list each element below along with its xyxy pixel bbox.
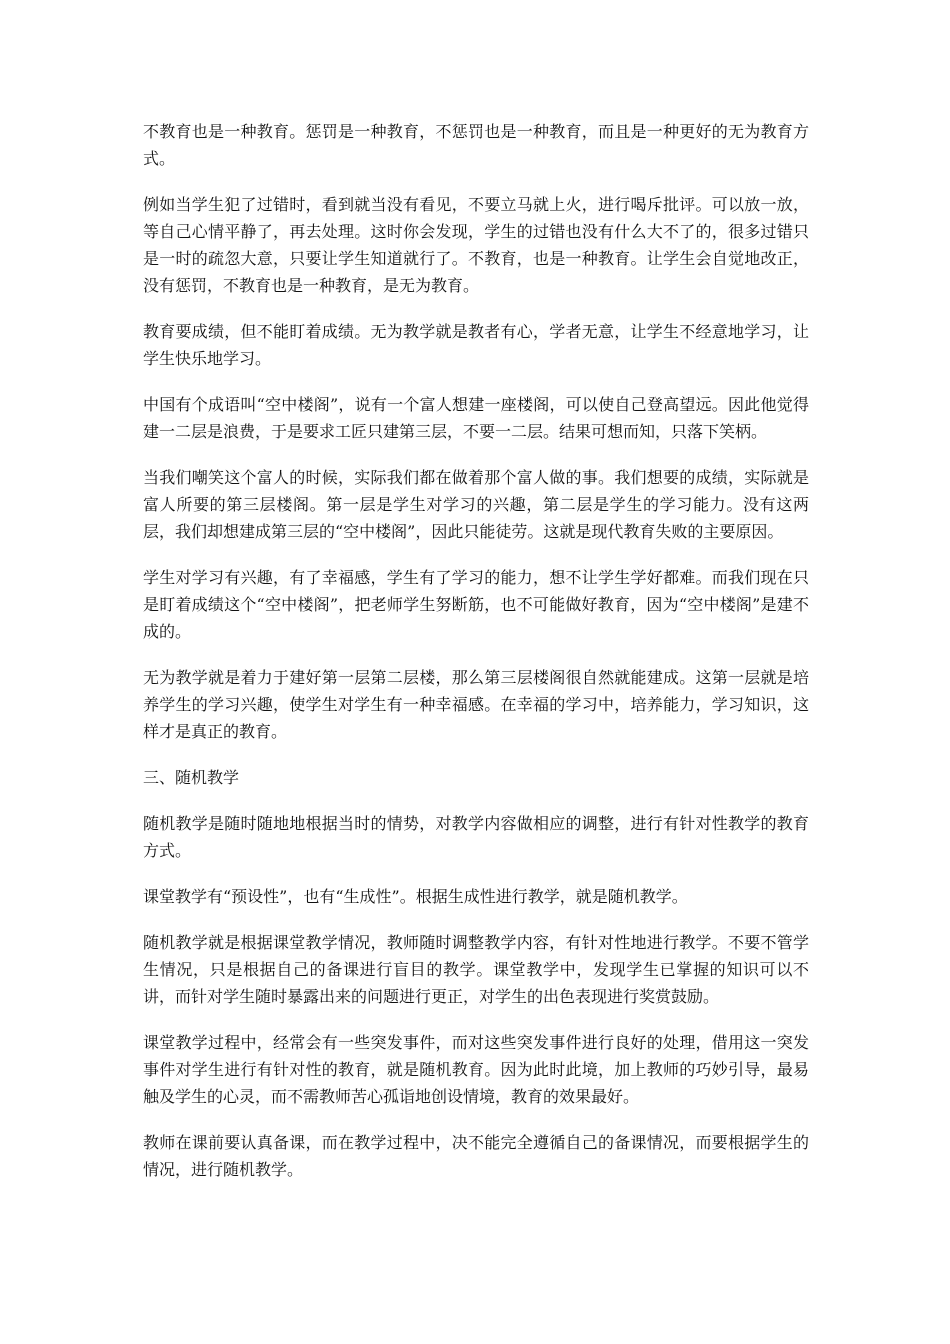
paragraph-lesson-prep: 教师在课前要认真备课，而在教学过程中，决不能完全遵循自己的备课情况，而要根据学生的情况，进行随机教学。 — [143, 1133, 809, 1179]
paragraph-student-mistakes: 例如当学生犯了过错时，看到就当没有看见，不要立马就上火，进行喝斥批评。可以放一放，等自己心情平静了，再去处理。这时你会发现，学生的过错也没有什么大不了的，很多过错只是一时的疏忽大意，只要让学生知道就行了。不教育，也是一种教育。让学生会自觉地改正，没有惩罚，不教育也是一种教育，是无为教育。 — [143, 195, 809, 295]
paragraph-sudden-events: 课堂教学过程中，经常会有一些突发事件，而对这些突发事件进行良好的处理，借用这一突发事件对学生进行有针对性的教育，就是随机教育。因为此时此境，加上教师的巧妙引导，最易触及学生的心灵，而不需教师苦心孤诣地创设情境，教育的效果最好。 — [143, 1033, 809, 1106]
paragraph-castle-in-air: 中国有个成语叫“空中楼阁”，说有一个富人想建一座楼阁，可以使自己登高望远。因此他觉得建一二层是浪费，于是要求工匠只建第三层，不要一二层。结果可想而知，只落下笑柄。 — [143, 395, 809, 441]
paragraph-random-teaching-definition: 随机教学是随时随地地根据当时的情势，对教学内容做相应的调整，进行有针对性教学的教育方式。 — [143, 814, 809, 860]
paragraph-rich-man: 当我们嘲笑这个富人的时候，实际我们都在做着那个富人做的事。我们想要的成绩，实际就是富人所要的第三层楼阁。第一层是学生对学习的兴趣，第二层是学生的学习能力。没有这两层，我们却想建成第三层的“空中楼阁”，因此只能徒劳。这就是现代教育失败的主要原因。 — [143, 468, 809, 541]
paragraph-interest: 学生对学习有兴趣，有了幸福感，学生有了学习的能力，想不让学生学好都难。而我们现在只是盯着成绩这个“空中楼阁”，把老师学生努断筋，也不可能做好教育，因为“空中楼阁”是建不成的。 — [143, 568, 809, 641]
paragraph-preset-generative: 课堂教学有“预设性”，也有“生成性”。根据生成性进行教学，就是随机教学。 — [143, 887, 688, 906]
section-heading: 三、随机教学 — [143, 768, 240, 787]
paragraph-no-education: 不教育也是一种教育。惩罚是一种教育，不惩罚也是一种教育，而且是一种更好的无为教育方式。 — [143, 122, 809, 168]
paragraph-results: 教育要成绩，但不能盯着成绩。无为教学就是教者有心，学者无意，让学生不经意地学习，让学生快乐地学习。 — [143, 322, 809, 368]
paragraph-first-floor: 无为教学就是着力于建好第一层第二层楼，那么第三层楼阁很自然就能建成。这第一层就是培养学生的学习兴趣，使学生对学生有一种幸福感。在幸福的学习中，培养能力，学习知识，这样才是真正的教育。 — [143, 668, 809, 741]
paragraph-adjust-content: 随机教学就是根据课堂教学情况，教师随时调整教学内容，有针对性地进行教学。不要不管学生情况，只是根据自己的备课进行盲目的教学。课堂教学中，发现学生已掌握的知识可以不讲，而针对学生随时暴露出来的问题进行更正，对学生的出色表现进行奖赏鼓励。 — [143, 933, 809, 1006]
document-page — [143, 118, 809, 1202]
